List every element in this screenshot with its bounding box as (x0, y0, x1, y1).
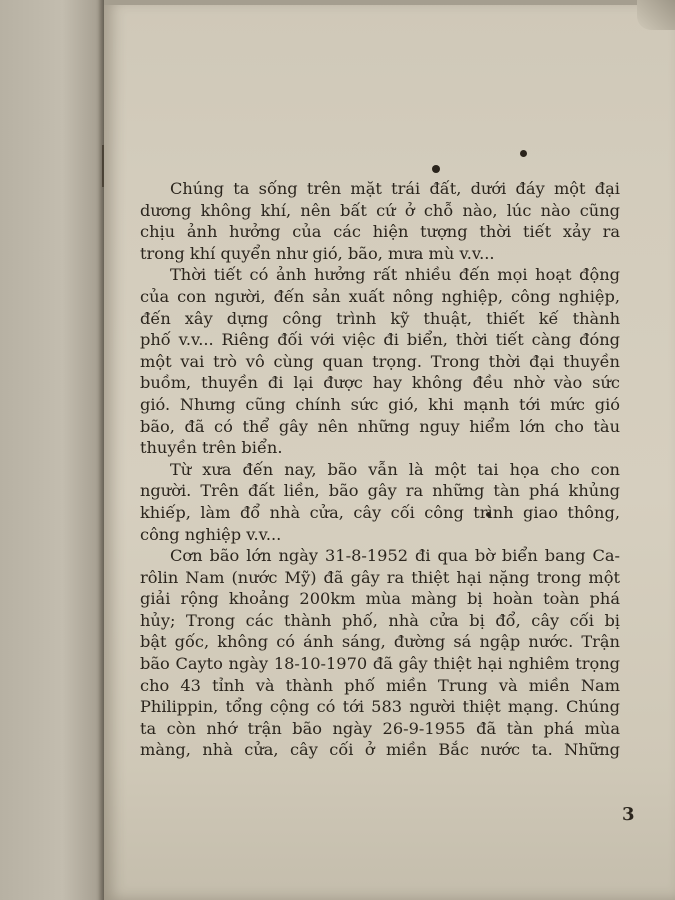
text-line: bật gốc, không có ánh sáng, đường sá ngập nước. Trận (140, 632, 620, 652)
text-line: rôlin Nam (nước Mỹ) đã gây ra thiệt hại nặng trong một (140, 567, 620, 587)
text-line: cho 43 tỉnh và thành phố miền Trung và miền Nam (140, 675, 620, 695)
page-corner-fold (637, 0, 675, 30)
text-line: gió. Nhưng cũng chính sức gió, khi mạnh tới mức gió (140, 394, 620, 414)
text-line: ta còn nhớ trận bão ngày 26-9-1955 đã tàn phá mùa (140, 718, 620, 738)
text-line: Chúng ta sống trên mặt trái đất, dưới đáy một đại (170, 179, 620, 198)
left-page (0, 0, 104, 900)
body-text (140, 178, 620, 761)
ink-spot (432, 165, 440, 173)
text-line: Thời tiết có ảnh hưởng rất nhiều đến mọi hoạt động (170, 265, 620, 285)
text-line: màng, nhà cửa, cây cối ở miền Bắc nước ta. Những (140, 740, 620, 760)
text-line: hủy; Trong các thành phố, nhà cửa bị đổ, cây cối bị (140, 610, 620, 630)
page-number: 3 (622, 804, 635, 825)
binding-mark (102, 145, 104, 187)
text-line: Cơn bão lớn ngày 31-8-1952 đi qua bờ biển bang Ca- (170, 546, 620, 566)
text-line: công nghiệp v.v... (140, 524, 282, 544)
text-line: một vai trò vô cùng quan trọng. Trong thời đại thuyền (140, 351, 620, 371)
text-line: bão Cayto ngày 18-10-1970 đã gây thiệt hại nghiêm trọng (140, 654, 620, 674)
text-line: trong khí quyển như gió, bão, mưa mù v.v... (140, 243, 495, 263)
text-line: dương không khí, nên bất cứ ở chỗ nào, lúc nào cũng (140, 200, 620, 220)
page-top-edge (104, 0, 675, 5)
text-line: người. Trên đất liền, bão gây ra những tàn phá khủng (140, 481, 620, 501)
ink-spot (520, 150, 527, 157)
text-line: giải rộng khoảng 200km mùa màng bị hoàn toàn phá (140, 589, 620, 609)
text-line: bão, đã có thể gây nên những nguy hiểm lớn cho tàu (140, 416, 620, 436)
text-line: của con người, đến sản xuất nông nghiệp, công nghiệp, (140, 286, 620, 306)
text-line: buồm, thuyền đi lại được hay không đều nhờ vào sức (140, 373, 620, 393)
text-line: khiếp, làm đổ nhà cửa, cây cối công trình giao thông, (140, 502, 620, 522)
text-line: Philippin, tổng cộng có tới 583 người thiệt mạng. Chúng (140, 697, 620, 717)
text-line: thuyền trên biển. (140, 438, 283, 458)
text-line: đến xây dựng công trình kỹ thuật, thiết kế thành (140, 308, 620, 328)
text-line: chịu ảnh hưởng của các hiện tượng thời tiết xảy ra (140, 222, 620, 242)
text-line: phố v.v... Riêng đối với việc đi biển, thời tiết càng đóng (140, 330, 620, 350)
text-line: Từ xưa đến nay, bão vẫn là một tai họa cho con (170, 459, 620, 479)
